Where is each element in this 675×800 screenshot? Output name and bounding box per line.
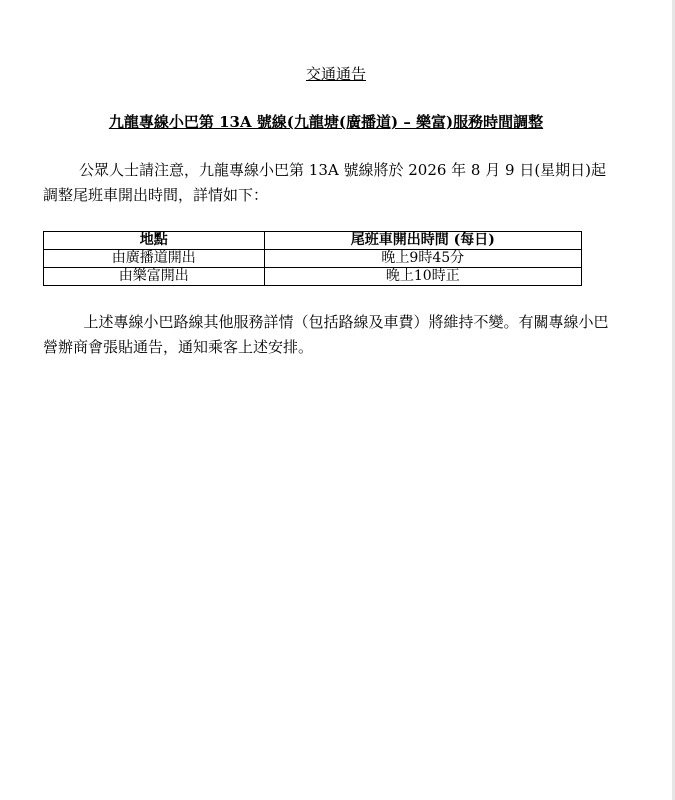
notice-paragraph-closing: 上述專線小巴路線其他服務詳情（包括路線及車費）將維持不變。有關專線小巴營辦商會張貼通告，通知乘客上述安排。 xyxy=(43,313,609,356)
table-row xyxy=(44,250,582,268)
table-cell-time: 晚上9時45分 xyxy=(264,250,581,268)
schedule-table xyxy=(43,231,582,286)
table-cell-time: 晚上10時正 xyxy=(264,268,581,286)
table-cell-location: 由廣播道開出 xyxy=(44,250,265,268)
notice-subtitle: 九龍專線小巴第 13A 號線(九龍塘(廣播道) – 樂富)服務時間調整 xyxy=(108,113,544,131)
table-header-last-departure: 尾班車開出時間 (每日) xyxy=(264,232,581,250)
table-row xyxy=(44,268,582,286)
notice-paragraph-intro: 公眾人士請注意，九龍專線小巴第 13A 號線將於 2026 年 8 月 9 日(星期日)起調整尾班車開出時間，詳情如下： xyxy=(43,161,607,204)
table-header-location: 地點 xyxy=(44,232,265,250)
notice-title: 交通通告 xyxy=(305,65,366,83)
table-header-row xyxy=(44,232,582,250)
table-cell-location: 由樂富開出 xyxy=(44,268,265,286)
